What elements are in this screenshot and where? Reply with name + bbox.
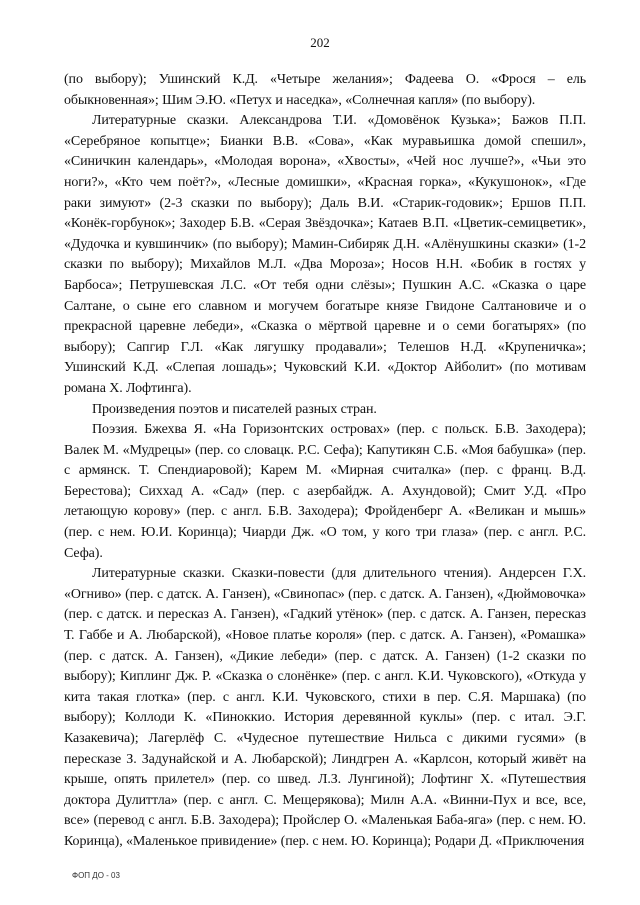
paragraph-foreign-works-heading: Произведения поэтов и писателей разных стран. [92,401,377,417]
document-body [64,70,586,853]
paragraph-literary-tales: Литературные сказки. Александрова Т.И. «Домовёнок Кузька»; Бажов П.П. «Серебряное копытце»; Бианки В.В. «Сова», «Как муравьишка домой спешил», «Синичкин календарь», «Молодая ворона», «Хвосты», «Чей нос лучше?», «Чьи это ноги?», «Кто чем поёт?», «Лесные домишки», «Красная горка», «Кукушонок», «Где раки зимуют» (2-3 сказки по выбору); Даль В.И. «Старик-годовик»; Ершов П.П. «Конёк-горбунок»; Заходер Б.В. «Серая Звёздочка»; Катаев В.П. «Цветик-семицветик», «Дудочка и кувшинчик» (по выбору); Мамин-Сибиряк Д.Н. «Алёнушкины сказки» (1-2 сказки по выбору); Михайлов М.Л. «Два Мороза»; Носов Н.Н. «Бобик в гостях у Барбоса»; Петрушевская Л.С. «От тебя одни слёзы»; Пушкин А.С. «Сказка о царе Салтане, о сыне его славном и могучем богатыре князе Гвидоне Салтановиче и о прекрасной царевне лебеди», «Сказка о мёртвой царевне и о семи богатырях» (по выбору); Сапгир Г.Л. «Как лягушку продавали»; Телешов Н.Д. «Крупеничка»; Ушинский К.Д. «Слепая лошадь»; Чуковский К.И. «Доктор Айболит» (по мотивам романа Х. Лофтинга). [64,113,586,396]
page-number: 202 [310,35,330,50]
paragraph-poetry: Поэзия. Бжехва Я. «На Горизонтских островах» (пер. с польск. Б.В. Заходера); Валек М. «Мудрецы» (пер. со словацк. Р.С. Сефа); Капутикян С.Б. «Моя бабушка» (пер. с армянск. Т. Спендиаровой); Карем М. «Мирная считалка» (пер. с франц. В.Д. Берестова); Сиххад А. «Сад» (пер. с азербайдж. А. Ахундовой); Смит У.Д. «Про летающую корову» (пер. с англ. Б.В. Заходера); Фройденберг А. «Великан и мышь» (пер. с нем. Ю.И. Коринца); Чиарди Дж. «О том, у кого три глаза» (пер. с англ. Р.С. Сефа). [64,422,586,561]
paragraph-tale-novellas: Литературные сказки. Сказки-повести (для длительного чтения). Андерсен Г.Х. «Огниво» (пер. с датск. А. Ганзен), «Свинопас» (пер. с датск. А. Ганзен), «Дюймовочка» (пер. с датск. и пересказ А. Ганзен), «Гадкий утёнок» (пер. с датск. А. Ганзен, пересказ Т. Габбе и А. Любарской), «Новое платье короля» (пер. с датск. А. Ганзен), «Ромашка» (пер. с датск. А. Ганзен), «Дикие лебеди» (пер. с датск. А. Ганзен) (1-2 сказки по выбору); Киплинг Дж. Р. «Сказка о слонёнке» (пер. с англ. К.И. Чуковского), «Откуда у кита такая глотка» (пер. с англ. К.И. Чуковского, стихи в пер. С.Я. Маршака) (по выбору); Коллоди К. «Пиноккио. История деревянной куклы» (пер. с итал. Э.Г. Казакевича); Лагерлёф С. «Чудесное путешествие Нильса с дикими гусями» (в пересказе З. Задунайской и А. Любарской); Линдгрен А. «Карлсон, который живёт на крыше, опять прилетел» (пер. со швед. Л.З. Лунгиной); Лофтинг Х. «Путешествия доктора Дулиттла» (пер. с англ. С. Мещерякова); Милн А.А. «Винни-Пух и все, все, все» (перевод с англ. Б.В. Заходера); Пройслер О. «Маленькая Баба-яга» (пер. с нем. Ю. Коринца), «Маленькое привидение» (пер. с нем. Ю. Коринца); Родари Д. «Приключения [64,566,586,849]
footer-code: ФОП ДО - 03 [72,871,120,880]
paragraph-continuation: (по выбору); Ушинский К.Д. «Четыре желания»; Фадеева О. «Фрося – ель обыкновенная»; Шим Э.Ю. «Петух и наседка», «Солнечная капля» (по выбору). [64,72,586,108]
